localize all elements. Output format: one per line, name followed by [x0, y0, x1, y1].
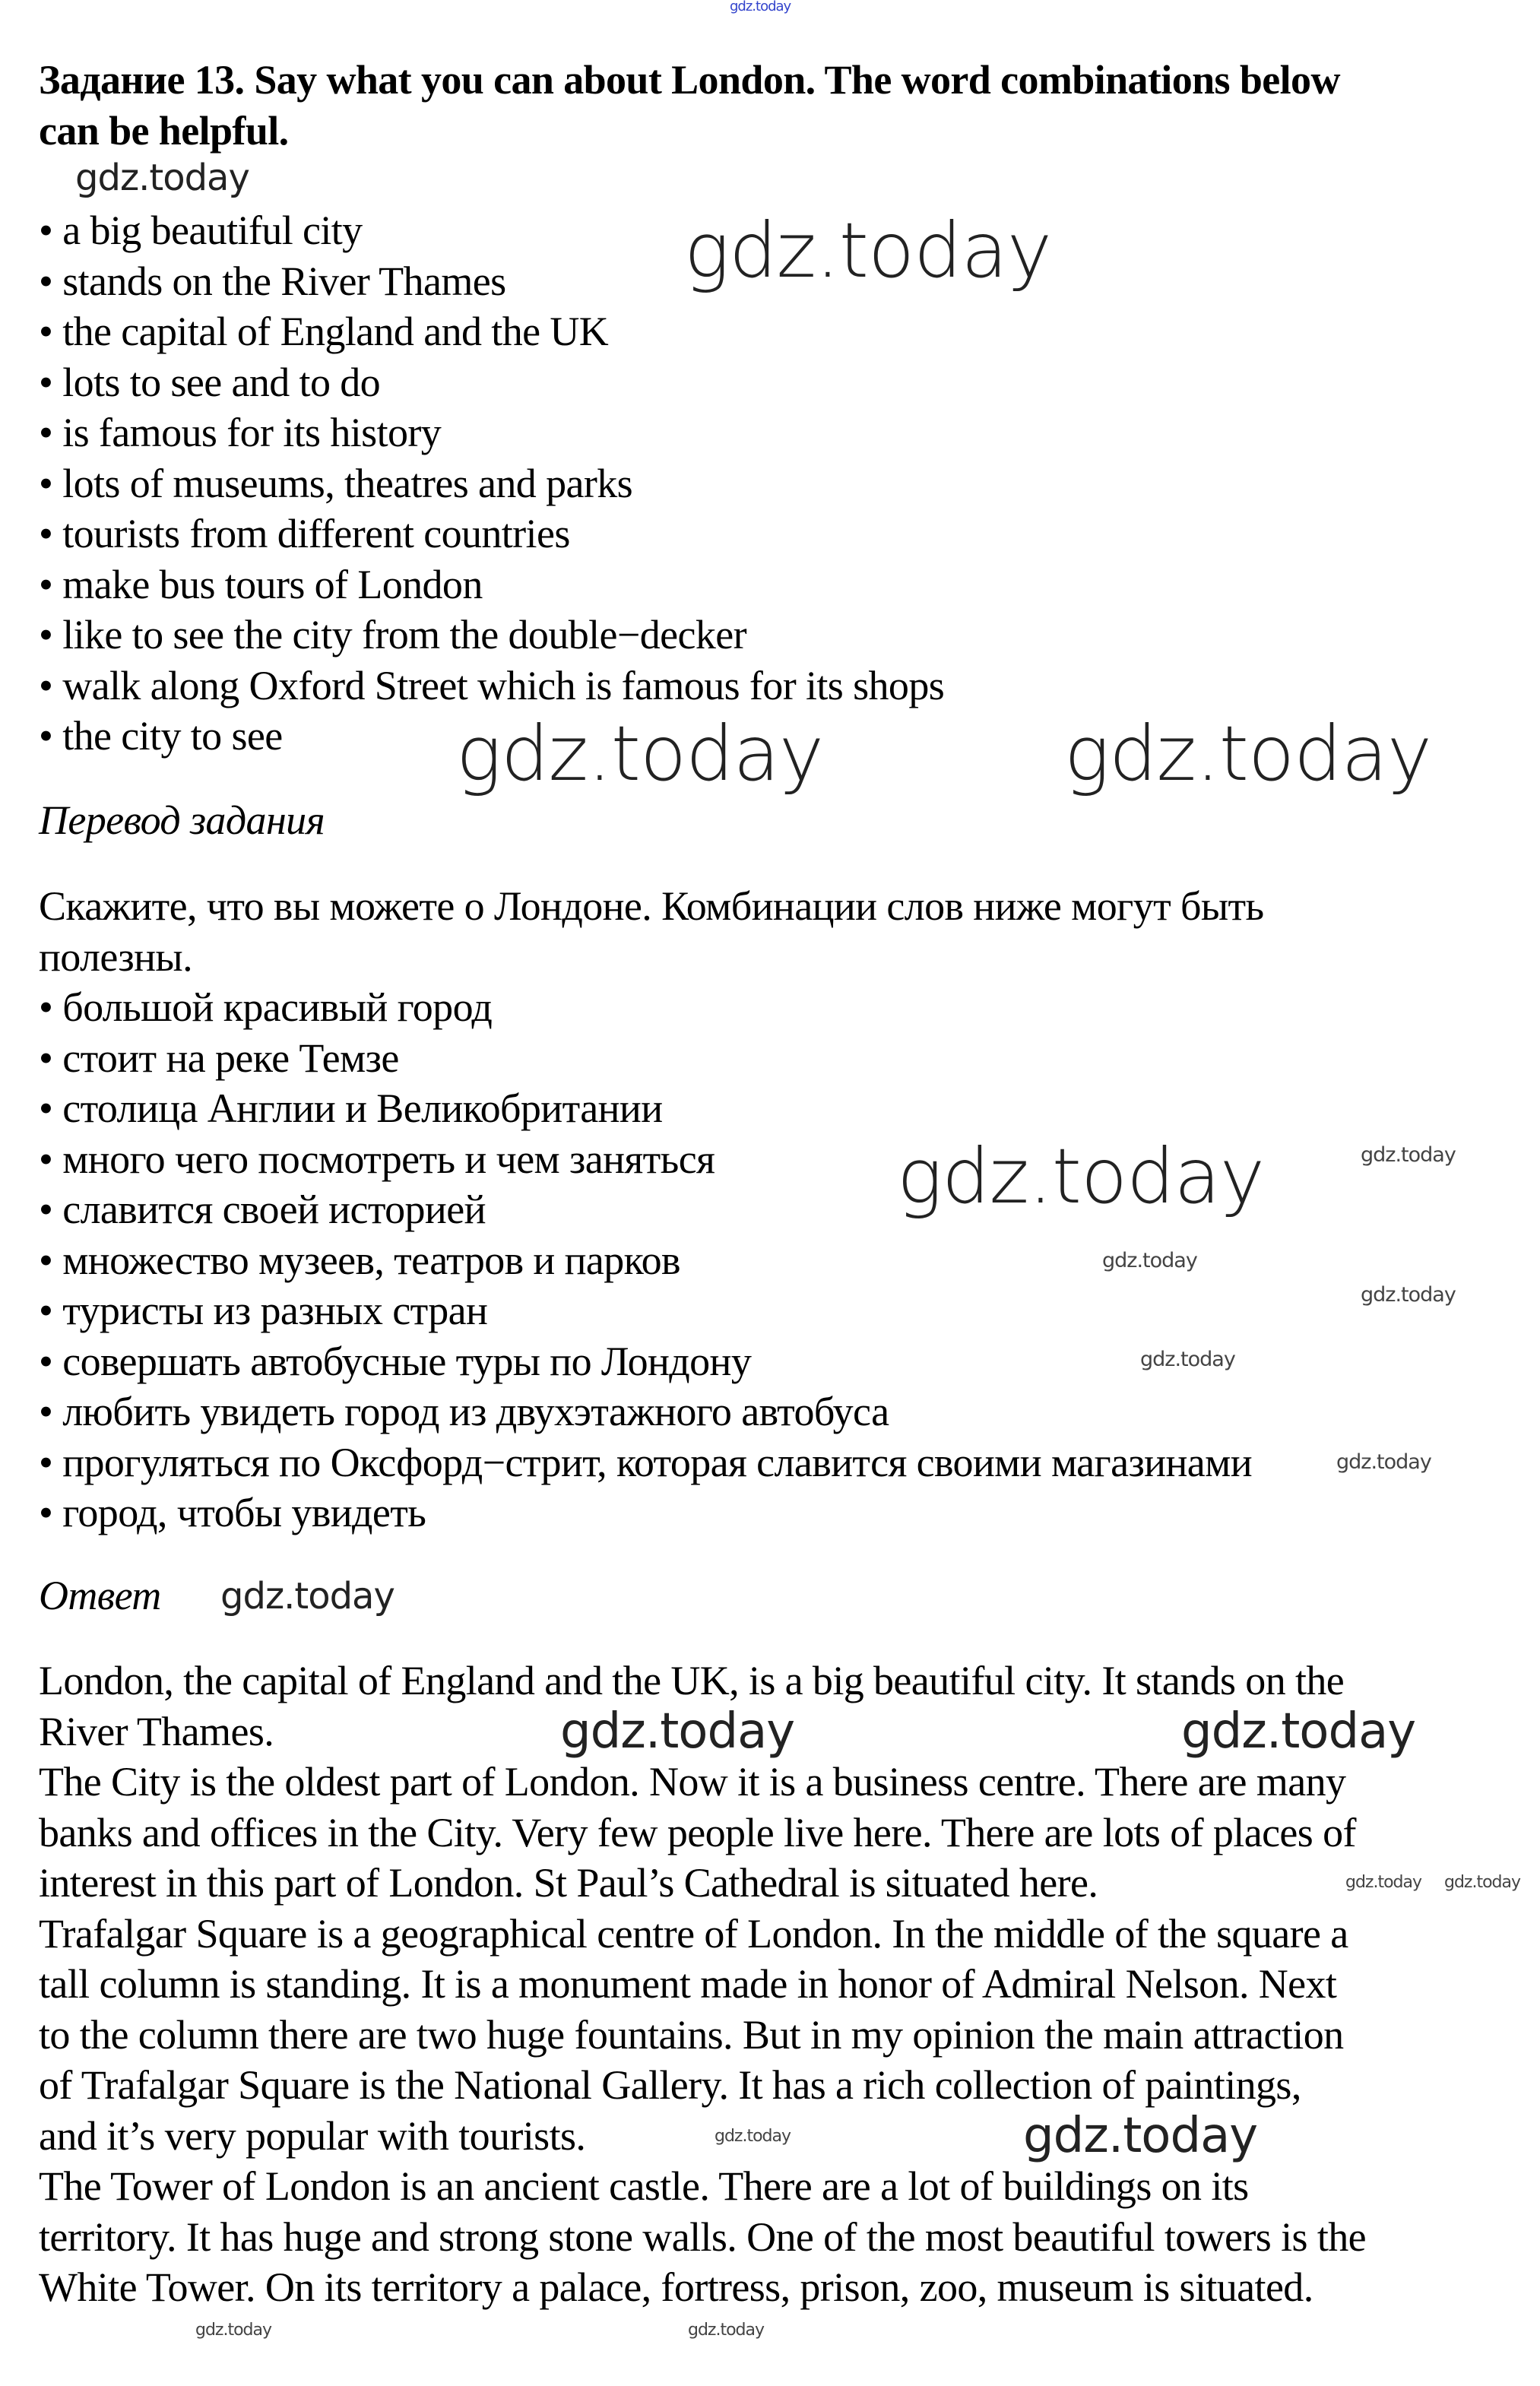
watermark: gdz.today [1444, 1873, 1521, 1892]
text-line: Задание 13. Say what you can about London. The word combinations below [39, 57, 1340, 103]
watermark: gdz.today [715, 2127, 791, 2146]
text-line: • совершать автобусные туры по Лондону [39, 1338, 752, 1384]
watermark: gdz.today [1102, 1249, 1197, 1272]
text-line: of Trafalgar Square is the National Gallery. It has a rich collection of paintings, [39, 2062, 1301, 2108]
watermark: gdz.today [1345, 1873, 1422, 1892]
text-line: • много чего посмотреть и чем заняться [39, 1136, 715, 1182]
watermark: gdz.today [1361, 1283, 1456, 1307]
text-line: • the capital of England and the UK [39, 309, 609, 354]
watermark: gdz.today [1361, 1143, 1456, 1167]
watermark: gdz.today [560, 1703, 795, 1760]
text-line: Скажите, что вы можете о Лондоне. Комбинации слов ниже могут быть [39, 883, 1264, 929]
watermark: gdz.today [220, 1575, 395, 1618]
text-line: • make bus tours of London [39, 561, 483, 607]
text-line: • stands on the River Thames [39, 258, 506, 304]
watermark: gdz.today [1023, 2108, 1258, 2164]
text-line: The Tower of London is an ancient castle. There are a lot of buildings on its [39, 2163, 1249, 2209]
text-line: • walk along Oxford Street which is famous for its shops [39, 662, 945, 708]
text-line: London, the capital of England and the UK, is a big beautiful city. It stands on the [39, 1658, 1345, 1703]
text-line: interest in this part of London. St Paul’s Cathedral is situated here. [39, 1860, 1098, 1906]
text-line: • like to see the city from the double−decker [39, 612, 747, 657]
text-line: Trafalgar Square is a geographical centre of London. In the middle of the square a [39, 1910, 1348, 1957]
text-line: to the column there are two huge fountains. But in my opinion the main attraction [39, 2011, 1344, 2058]
watermark: gdz.today [1181, 1703, 1416, 1760]
watermark: gdz.today [1336, 1450, 1431, 1474]
text-line: • lots of museums, theatres and parks [39, 460, 633, 506]
answer-heading: Ответ [39, 1573, 161, 1618]
text-line: • любить увидеть город из двухэтажного автобуса [39, 1389, 889, 1434]
text-line: tall column is standing. It is a monument made in honor of Admiral Nelson. Next [39, 1961, 1337, 2007]
watermark: gdz.today [456, 709, 824, 798]
translation-heading: Перевод задания [39, 797, 325, 843]
text-line: banks and offices in the City. Very few people live here. There are lots of places of [39, 1809, 1356, 1855]
watermark: gdz.today [1140, 1348, 1235, 1371]
watermark: gdz.today [195, 2321, 272, 2340]
text-line: • множество музеев, театров и парков [39, 1237, 680, 1283]
text-line: полезны. [39, 933, 192, 980]
text-line: River Thames. [39, 1708, 274, 1754]
watermark: gdz.today [688, 2321, 765, 2340]
text-line: • столица Англии и Великобритании [39, 1085, 663, 1131]
text-line: can be helpful. [39, 107, 289, 154]
text-line: • стоит на реке Темзе [39, 1035, 399, 1081]
task-title [39, 55, 1340, 156]
watermark: gdz.today [730, 0, 791, 14]
text-line: and it’s very popular with tourists. [39, 2112, 586, 2159]
text-line: • туристы из разных стран [39, 1288, 488, 1333]
text-line: The City is the oldest part of London. Now it is a business centre. There are many [39, 1759, 1346, 1805]
watermark: gdz.today [897, 1132, 1265, 1221]
text-line: • a big beautiful city [39, 208, 363, 253]
text-line: • tourists from different countries [39, 511, 570, 556]
text-line: • большой красивый город [39, 984, 493, 1030]
watermark: gdz.today [684, 206, 1052, 295]
text-line: • lots to see and to do [39, 359, 381, 405]
watermark: gdz.today [75, 157, 249, 199]
text-line: • the city to see [39, 713, 283, 759]
text-line: White Tower. On its territory a palace, fortress, prison, zoo, museum is situated. [39, 2264, 1313, 2310]
text-line: • is famous for its history [39, 410, 442, 455]
text-line: • город, чтобы увидеть [39, 1490, 426, 1535]
watermark: gdz.today [1064, 709, 1432, 798]
text-line: • прогуляться по Оксфорд−стрит, которая славится своими магазинами [39, 1439, 1253, 1485]
text-line: territory. It has huge and strong stone walls. One of the most beautiful towers is the [39, 2213, 1367, 2260]
text-line: • славится своей историей [39, 1187, 486, 1232]
